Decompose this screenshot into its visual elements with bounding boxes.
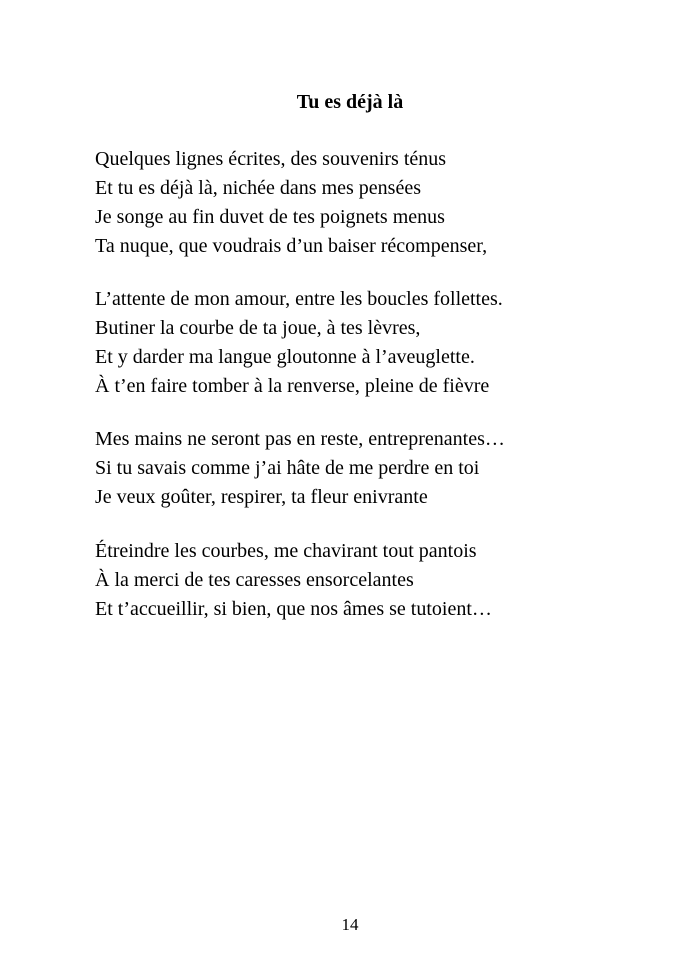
stanza-4: [95, 537, 655, 624]
poem-title: Tu es déjà là: [296, 91, 404, 113]
verse-line: À la merci de tes caresses ensorcelantes: [95, 569, 414, 591]
verse-line: Et t’accueillir, si bien, que nos âmes se tutoient…: [95, 598, 492, 620]
verse-line: Si tu savais comme j’ai hâte de me perdre en toi: [95, 457, 480, 479]
verse-line: L’attente de mon amour, entre les boucles follettes.: [95, 288, 503, 310]
stanza-3: [95, 425, 655, 512]
verse-line: Étreindre les courbes, me chavirant tout pantois: [95, 540, 477, 562]
stanza-2: [95, 285, 655, 401]
stanza-1: [95, 145, 655, 261]
verse-line: Mes mains ne seront pas en reste, entreprenantes…: [95, 428, 505, 450]
verse-line: Ta nuque, que voudrais d’un baiser récompenser,: [95, 235, 488, 257]
verse-line: Et y darder ma langue gloutonne à l’aveuglette.: [95, 346, 475, 368]
verse-line: Butiner la courbe de ta joue, à tes lèvres,: [95, 317, 421, 339]
verse-line: Je veux goûter, respirer, ta fleur enivrante: [95, 486, 428, 508]
verse-line: Je songe au fin duvet de tes poignets menus: [95, 206, 445, 228]
verse-line: Et tu es déjà là, nichée dans mes pensées: [95, 177, 421, 199]
verse-line: À t’en faire tomber à la renverse, pleine de fièvre: [95, 375, 490, 397]
verse-line: Quelques lignes écrites, des souvenirs ténus: [95, 148, 447, 170]
page-number: 14: [341, 915, 359, 934]
